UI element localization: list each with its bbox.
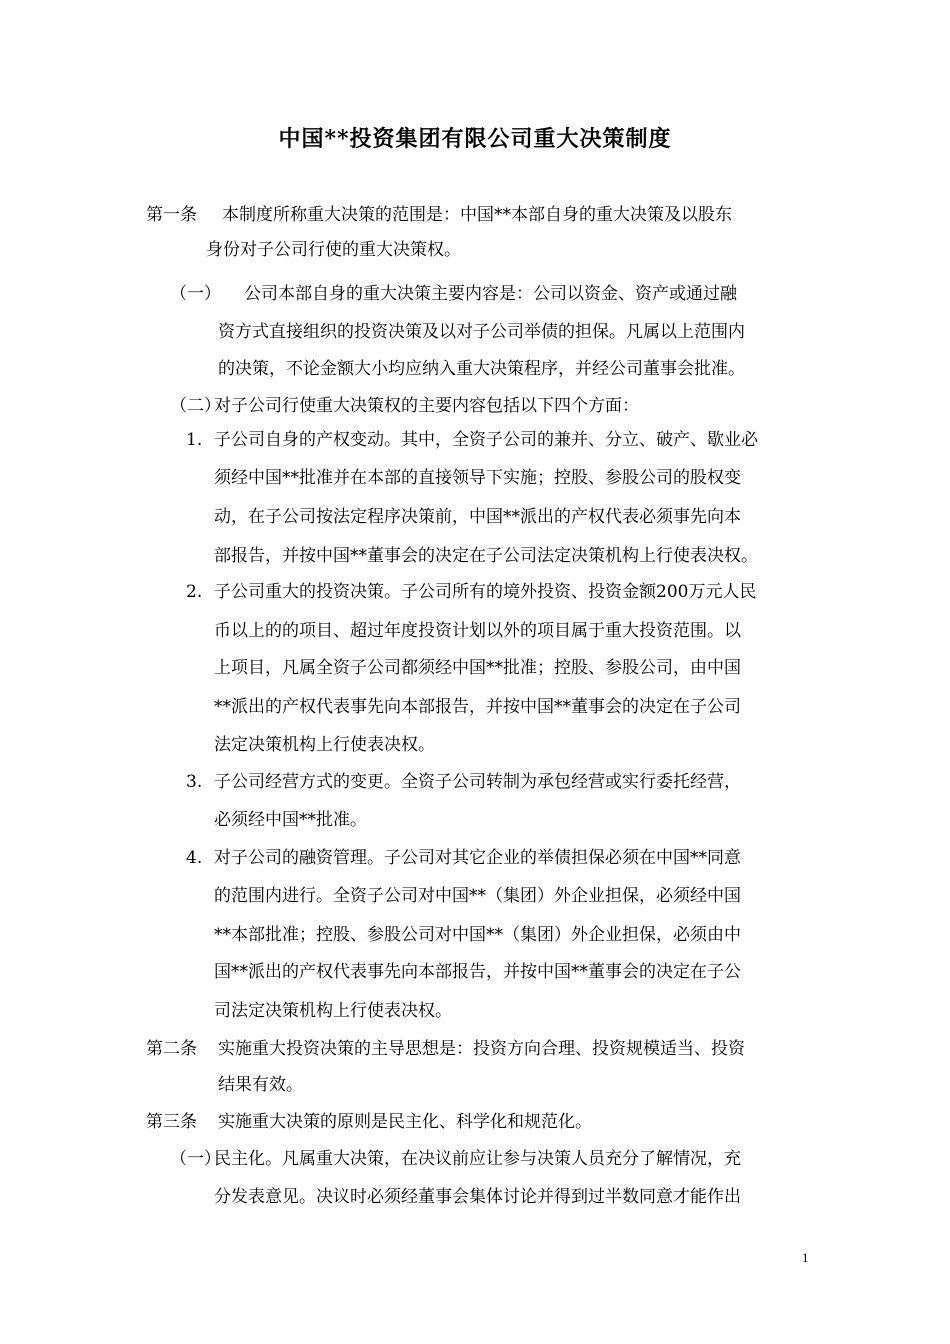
page-number: 1	[802, 1250, 809, 1265]
item-1-line-1: 1. 子公司自身的产权变动。其中，全资子公司的兼并、分立、破产、歇业必	[186, 430, 758, 450]
article-1-line-2: 身份对子公司行使的重大决策权。	[206, 240, 461, 260]
item-3-label: 3.	[186, 772, 203, 792]
para-1-label: （一）	[170, 284, 221, 304]
item-2-line-4: **派出的产权代表事先向本部报告，并按中国**董事会的决定在子公司	[214, 697, 741, 717]
item-4-label: 4.	[186, 848, 203, 868]
article-1-label: 第一条	[146, 205, 197, 225]
article-3-line-1: 第三条 实施重大决策的原则是民主化、科学化和规范化。	[146, 1112, 592, 1132]
para-1-line-3: 的决策，不论金额大小均应纳入重大决策程序，并经公司董事会批准。	[218, 359, 745, 379]
para-3-line-1: （一）民主化。凡属重大决策，在决议前应让参与决策人员充分了解情况，充	[170, 1149, 741, 1169]
article-3-label: 第三条	[146, 1112, 197, 1132]
item-3-line-2: 必须经中国**批准。	[214, 810, 367, 830]
para-3-label: （一）	[170, 1149, 221, 1169]
item-4-line-1: 4. 对子公司的融资管理。子公司对其它企业的举债担保必须在中国**同意	[186, 848, 741, 868]
document-title: 中国**投资集团有限公司重大决策制度	[278, 126, 672, 152]
item-3-line-1: 3. 子公司经营方式的变更。全资子公司转制为承包经营或实行委托经营，	[186, 772, 741, 792]
item-1-line-4: 部报告，并按中国**董事会的决定在子公司法定决策机构上行使表决权。	[214, 546, 758, 566]
item-1-line-2: 须经中国**批准并在本部的直接领导下实施；控股、参股公司的股权变	[214, 468, 741, 488]
item-4-line-5: 司法定决策机构上行使表决权。	[214, 1001, 452, 1021]
item-4-line-3: **本部批准；控股、参股公司对中国**（集团）外企业担保，必须由中	[214, 925, 741, 945]
item-1-line-3: 动，在子公司按法定程序决策前，中国**派出的产权代表必须事先向本	[214, 507, 741, 527]
item-4-line-4: 国**派出的产权代表事先向本部报告，并按中国**董事会的决定在子公	[214, 962, 741, 982]
item-1-label: 1.	[186, 430, 203, 450]
para-3-line-2: 分发表意见。决议时必须经董事会集体讨论并得到过半数同意才能作出	[214, 1187, 741, 1207]
item-4-line-2: 的范围内进行。全资子公司对中国**（集团）外企业担保，必须经中国	[214, 886, 741, 906]
item-2-line-3: 上项目，凡属全资子公司都须经中国**批准；控股、参股公司，由中国	[214, 658, 741, 678]
para-2-line-1: （二）对子公司行使重大决策权的主要内容包括以下四个方面：	[170, 396, 639, 416]
article-2-line-1: 第二条 实施重大投资决策的主导思想是：投资方向合理、投资规模适当、投资	[146, 1039, 745, 1059]
article-2-label: 第二条	[146, 1039, 197, 1059]
item-2-line-5: 法定决策机构上行使表决权。	[214, 735, 435, 755]
para-2-label: （二）	[170, 396, 221, 416]
para-1-line-1: （一） 公司本部自身的重大决策主要内容是：公司以资金、资产或通过融	[170, 284, 737, 304]
item-2-line-2: 币以上的的项目、超过年度投资计划以外的项目属于重大投资范围。以	[214, 621, 741, 641]
para-1-line-2: 资方式直接组织的投资决策及以对子公司举债的担保。凡属以上范围内	[218, 322, 745, 342]
item-2-label: 2.	[186, 582, 203, 602]
item-2-line-1: 2. 子公司重大的投资决策。子公司所有的境外投资、投资金额200万元人民	[186, 582, 757, 602]
article-1-line-1: 第一条 本制度所称重大决策的范围是：中国**本部自身的重大决策及以股东	[146, 205, 732, 225]
article-2-line-2: 结果有效。	[218, 1075, 303, 1095]
